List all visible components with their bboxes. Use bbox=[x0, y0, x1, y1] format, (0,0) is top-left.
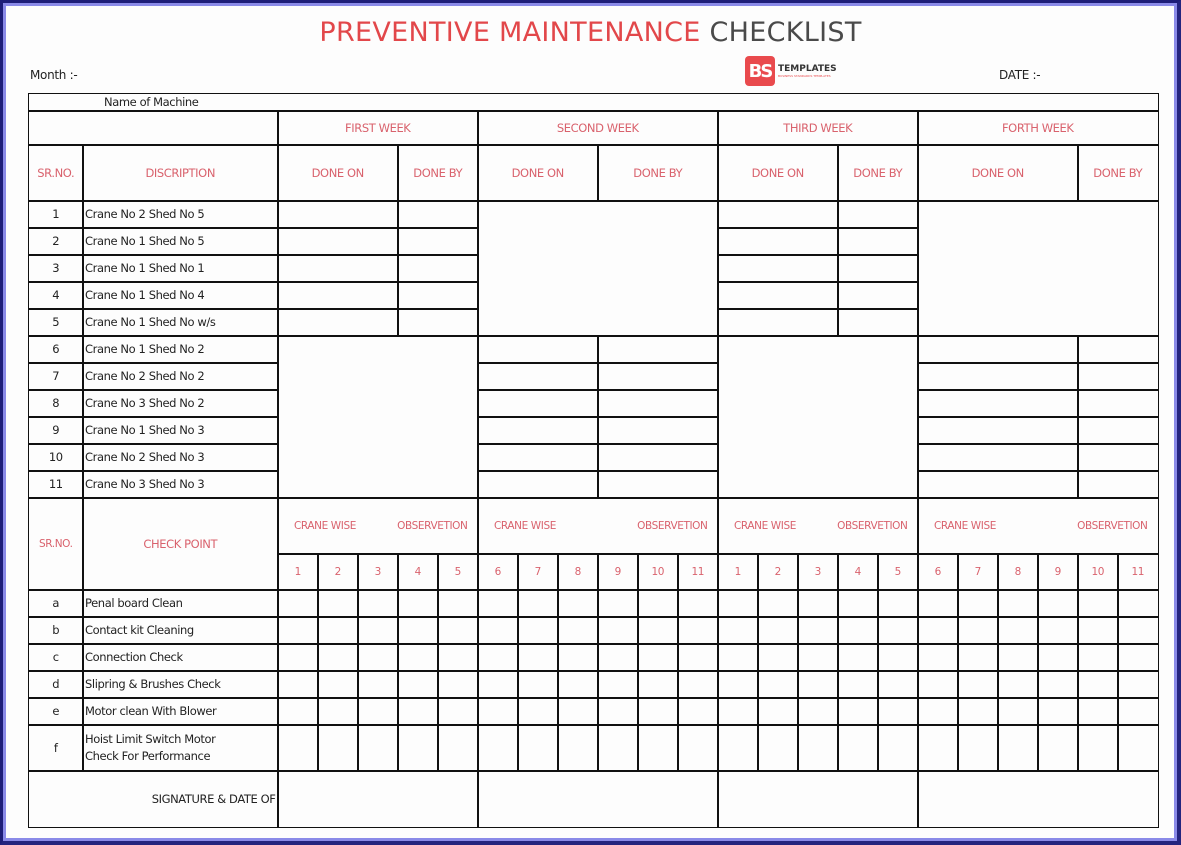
week1-done-on-input[interactable] bbox=[277, 227, 399, 256]
checkpoint-mark-input[interactable] bbox=[397, 616, 439, 645]
crane-number-header: 5 bbox=[877, 553, 919, 591]
crane-sr: 2 bbox=[28, 227, 84, 256]
col-header-done-by-week2: DONE BY bbox=[597, 144, 719, 202]
checkpoint-mark-input[interactable] bbox=[957, 589, 999, 618]
observation-label: OBSERVETION bbox=[1077, 519, 1148, 532]
week2-done-by-input[interactable] bbox=[597, 443, 719, 472]
checkpoint-mark-input[interactable] bbox=[877, 589, 919, 618]
crane-description: Crane No 2 Shed No 5 bbox=[82, 200, 279, 229]
checkpoint-mark-input[interactable] bbox=[677, 589, 719, 618]
crane-number-header: 5 bbox=[437, 553, 479, 591]
crane-number-header: 11 bbox=[677, 553, 719, 591]
checkpoint-mark-input[interactable] bbox=[1037, 724, 1079, 772]
crane-sr: 3 bbox=[28, 254, 84, 283]
checkpoint-mark-input[interactable] bbox=[597, 697, 639, 726]
week1-done-by-input[interactable] bbox=[397, 308, 479, 337]
checkpoint-mark-input[interactable] bbox=[357, 643, 399, 672]
checkpoint-mark-input[interactable] bbox=[717, 589, 759, 618]
crane-number-header: 10 bbox=[1077, 553, 1119, 591]
crane-number-header: 10 bbox=[637, 553, 679, 591]
crane-sr: 7 bbox=[28, 362, 84, 391]
week1-merged-blank bbox=[277, 335, 479, 499]
page-title bbox=[0, 17, 1181, 48]
checkpoint-label: Contact kit Cleaning bbox=[82, 616, 279, 645]
checkpoint-mark-input[interactable] bbox=[317, 616, 359, 645]
col-header-done-on-week2: DONE ON bbox=[477, 144, 599, 202]
checkpoint-mark-input[interactable] bbox=[1077, 643, 1119, 672]
checkpoint-mark-input[interactable] bbox=[797, 697, 839, 726]
week4-done-on-input[interactable] bbox=[917, 416, 1079, 445]
week-header-2: SECOND WEEK bbox=[477, 110, 719, 146]
week2-done-by-input[interactable] bbox=[597, 470, 719, 499]
checkpoint-mark-input[interactable] bbox=[437, 643, 479, 672]
week-header-3: THIRD WEEK bbox=[717, 110, 919, 146]
logo-tagline: BUSINESS STANDARDS TEMPLATES bbox=[778, 74, 831, 78]
checkpoint-sr: d bbox=[28, 670, 84, 699]
observation-label: OBSERVETION bbox=[397, 519, 468, 532]
week1-done-on-input[interactable] bbox=[277, 200, 399, 229]
checkpoint-mark-input[interactable] bbox=[797, 589, 839, 618]
checkpoint-mark-input[interactable] bbox=[637, 697, 679, 726]
checkpoint-mark-input[interactable] bbox=[1117, 589, 1159, 618]
crane-number-header: 4 bbox=[837, 553, 879, 591]
checkpoint-mark-input[interactable] bbox=[477, 643, 519, 672]
crane-description: Crane No 3 Shed No 3 bbox=[82, 470, 279, 499]
week3-done-by-input[interactable] bbox=[837, 227, 919, 256]
crane-description: Crane No 1 Shed No 4 bbox=[82, 281, 279, 310]
crane-number-header: 3 bbox=[357, 553, 399, 591]
checkpoint-mark-input[interactable] bbox=[957, 643, 999, 672]
crane-sr: 11 bbox=[28, 470, 84, 499]
logo bbox=[745, 55, 837, 87]
checkpoint-mark-input[interactable] bbox=[1117, 697, 1159, 726]
checkpoint-mark-input[interactable] bbox=[397, 670, 439, 699]
week-header-4: FORTH WEEK bbox=[917, 110, 1159, 146]
col-header-description: DISCRIPTION bbox=[82, 144, 279, 202]
checkpoint-mark-input[interactable] bbox=[597, 643, 639, 672]
title-red-part: PREVENTIVE MAINTENANCE bbox=[319, 17, 701, 48]
week1-done-on-input[interactable] bbox=[277, 308, 399, 337]
crane-sr: 5 bbox=[28, 308, 84, 337]
title-dark-part: CHECKLIST bbox=[709, 17, 862, 48]
checkpoint-sr: f bbox=[28, 724, 84, 772]
week-header-1: FIRST WEEK bbox=[277, 110, 479, 146]
checkpoint-header-sr: SR.NO. bbox=[28, 497, 84, 591]
checkpoint-mark-input[interactable] bbox=[1077, 670, 1119, 699]
checkpoint-mark-input[interactable] bbox=[437, 670, 479, 699]
checkpoint-label: Connection Check bbox=[82, 643, 279, 672]
checkpoint-mark-input[interactable] bbox=[677, 670, 719, 699]
checkpoint-mark-input[interactable] bbox=[317, 724, 359, 772]
checkpoint-mark-input[interactable] bbox=[1037, 643, 1079, 672]
checkpoint-mark-input[interactable] bbox=[277, 643, 319, 672]
checkpoint-mark-input[interactable] bbox=[557, 616, 599, 645]
checkpoint-mark-input[interactable] bbox=[757, 616, 799, 645]
checkpoint-mark-input[interactable] bbox=[757, 697, 799, 726]
checkpoint-mark-input[interactable] bbox=[1077, 697, 1119, 726]
crane-sr: 4 bbox=[28, 281, 84, 310]
month-label: Month :- bbox=[30, 68, 78, 82]
checkpoint-label: Motor clean With Blower bbox=[82, 697, 279, 726]
checkpoint-mark-input[interactable] bbox=[797, 616, 839, 645]
observation-label: OBSERVETION bbox=[637, 519, 708, 532]
checkpoint-mark-input[interactable] bbox=[837, 697, 879, 726]
checkpoint-mark-input[interactable] bbox=[557, 724, 599, 772]
checkpoint-mark-input[interactable] bbox=[997, 616, 1039, 645]
checkpoint-mark-input[interactable] bbox=[677, 697, 719, 726]
week4-done-by-input[interactable] bbox=[1077, 443, 1159, 472]
checkpoint-label: Slipring & Brushes Check bbox=[82, 670, 279, 699]
checkpoint-mark-input[interactable] bbox=[557, 643, 599, 672]
checkpoint-mark-input[interactable] bbox=[757, 643, 799, 672]
crane-number-header: 1 bbox=[717, 553, 759, 591]
crane-number-header: 9 bbox=[1037, 553, 1079, 591]
crane-description: Crane No 2 Shed No 3 bbox=[82, 443, 279, 472]
week4-done-by-input[interactable] bbox=[1077, 416, 1159, 445]
checkpoint-mark-input[interactable] bbox=[877, 643, 919, 672]
week4-done-on-input[interactable] bbox=[917, 443, 1079, 472]
checkpoint-mark-input[interactable] bbox=[477, 616, 519, 645]
checkpoint-label: Hoist Limit Switch Motor Check For Performance bbox=[82, 724, 279, 772]
week1-done-on-input[interactable] bbox=[277, 254, 399, 283]
checkpoint-mark-input[interactable] bbox=[917, 616, 959, 645]
week2-done-on-input[interactable] bbox=[477, 470, 599, 499]
week3-done-on-input[interactable] bbox=[717, 227, 839, 256]
checkpoint-mark-input[interactable] bbox=[997, 724, 1039, 772]
checkpoint-mark-input[interactable] bbox=[717, 697, 759, 726]
checkpoint-mark-input[interactable] bbox=[837, 643, 879, 672]
col-header-done-by-week1: DONE BY bbox=[397, 144, 479, 202]
week3-done-by-input[interactable] bbox=[837, 308, 919, 337]
crane-description: Crane No 1 Shed No 2 bbox=[82, 335, 279, 364]
crane-number-header: 4 bbox=[397, 553, 439, 591]
crane-number-header: 6 bbox=[917, 553, 959, 591]
week1-done-on-input[interactable] bbox=[277, 281, 399, 310]
checkpoint-mark-input[interactable] bbox=[277, 697, 319, 726]
week2-done-on-input[interactable] bbox=[477, 362, 599, 391]
checkpoint-mark-input[interactable] bbox=[317, 670, 359, 699]
checkpoint-mark-input[interactable] bbox=[317, 697, 359, 726]
checkpoint-mark-input[interactable] bbox=[957, 697, 999, 726]
crane-observation-header-3 bbox=[717, 497, 919, 555]
checkpoint-mark-input[interactable] bbox=[397, 724, 439, 772]
crane-sr: 1 bbox=[28, 200, 84, 229]
col-header-sr: SR.NO. bbox=[28, 144, 84, 202]
checkpoint-mark-input[interactable] bbox=[797, 670, 839, 699]
machine-name-label: Name of Machine bbox=[104, 95, 199, 110]
checkpoint-mark-input[interactable] bbox=[1037, 616, 1079, 645]
crane-description: Crane No 1 Shed No 1 bbox=[82, 254, 279, 283]
checkpoint-mark-input[interactable] bbox=[917, 670, 959, 699]
checkpoint-mark-input[interactable] bbox=[837, 670, 879, 699]
week2-done-on-input[interactable] bbox=[477, 389, 599, 418]
checkpoint-mark-input[interactable] bbox=[717, 616, 759, 645]
checkpoint-mark-input[interactable] bbox=[717, 643, 759, 672]
checkpoint-mark-input[interactable] bbox=[397, 589, 439, 618]
col-header-done-by-week3: DONE BY bbox=[837, 144, 919, 202]
col-header-done-on-week4: DONE ON bbox=[917, 144, 1079, 202]
checkpoint-mark-input[interactable] bbox=[477, 670, 519, 699]
checkpoint-mark-input[interactable] bbox=[397, 643, 439, 672]
crane-number-header: 2 bbox=[317, 553, 359, 591]
week2-done-on-input[interactable] bbox=[477, 416, 599, 445]
week3-done-by-input[interactable] bbox=[837, 254, 919, 283]
week4-done-by-input[interactable] bbox=[1077, 389, 1159, 418]
crane-sr: 8 bbox=[28, 389, 84, 418]
checkpoint-mark-input[interactable] bbox=[277, 670, 319, 699]
checkpoint-mark-input[interactable] bbox=[437, 724, 479, 772]
checkpoint-mark-input[interactable] bbox=[357, 616, 399, 645]
checkpoint-mark-input[interactable] bbox=[1117, 616, 1159, 645]
week4-done-on-input[interactable] bbox=[917, 389, 1079, 418]
checkpoint-mark-input[interactable] bbox=[277, 724, 319, 772]
crane-number-header: 6 bbox=[477, 553, 519, 591]
signature-week3-input[interactable] bbox=[717, 770, 919, 828]
checkpoint-mark-input[interactable] bbox=[557, 697, 599, 726]
crane-observation-header-1 bbox=[277, 497, 479, 555]
checkpoint-mark-input[interactable] bbox=[397, 697, 439, 726]
week1-done-by-input[interactable] bbox=[397, 254, 479, 283]
observation-label: OBSERVETION bbox=[837, 519, 908, 532]
checkpoint-mark-input[interactable] bbox=[997, 589, 1039, 618]
checkpoint-label: Penal board Clean bbox=[82, 589, 279, 618]
checkpoint-mark-input[interactable] bbox=[757, 670, 799, 699]
checkpoint-sr: a bbox=[28, 589, 84, 618]
crane-number-header: 7 bbox=[517, 553, 559, 591]
checkpoint-mark-input[interactable] bbox=[517, 643, 559, 672]
checkpoint-mark-input[interactable] bbox=[877, 697, 919, 726]
crane-wise-label: CRANE WISE bbox=[494, 519, 556, 532]
checkpoint-mark-input[interactable] bbox=[877, 616, 919, 645]
week3-done-on-input[interactable] bbox=[717, 308, 839, 337]
checkpoint-mark-input[interactable] bbox=[1037, 589, 1079, 618]
checkpoint-header-label: CHECK POINT bbox=[82, 497, 279, 591]
checkpoint-mark-input[interactable] bbox=[517, 724, 559, 772]
week3-merged-blank bbox=[717, 335, 919, 499]
checkpoint-mark-input[interactable] bbox=[317, 589, 359, 618]
checkpoint-mark-input[interactable] bbox=[1077, 616, 1119, 645]
week2-done-by-input[interactable] bbox=[597, 362, 719, 391]
checkpoint-mark-input[interactable] bbox=[357, 589, 399, 618]
checkpoint-mark-input[interactable] bbox=[677, 724, 719, 772]
checkpoint-mark-input[interactable] bbox=[1037, 697, 1079, 726]
week1-done-by-input[interactable] bbox=[397, 281, 479, 310]
checkpoint-mark-input[interactable] bbox=[437, 697, 479, 726]
checkpoint-mark-input[interactable] bbox=[877, 670, 919, 699]
checkpoint-mark-input[interactable] bbox=[317, 643, 359, 672]
checkpoint-mark-input[interactable] bbox=[357, 724, 399, 772]
crane-wise-label: CRANE WISE bbox=[294, 519, 356, 532]
date-label: DATE :- bbox=[999, 68, 1041, 82]
crane-number-header: 11 bbox=[1117, 553, 1159, 591]
machine-name-row[interactable] bbox=[28, 93, 1159, 112]
checkpoint-mark-input[interactable] bbox=[477, 697, 519, 726]
crane-description: Crane No 1 Shed No w/s bbox=[82, 308, 279, 337]
week4-merged-blank bbox=[917, 200, 1159, 337]
week3-done-by-input[interactable] bbox=[837, 281, 919, 310]
week4-done-by-input[interactable] bbox=[1077, 335, 1159, 364]
checkpoint-mark-input[interactable] bbox=[477, 724, 519, 772]
checkpoint-mark-input[interactable] bbox=[557, 589, 599, 618]
checkpoint-mark-input[interactable] bbox=[517, 589, 559, 618]
crane-description: Crane No 3 Shed No 2 bbox=[82, 389, 279, 418]
checkpoint-mark-input[interactable] bbox=[797, 724, 839, 772]
crane-wise-label: CRANE WISE bbox=[734, 519, 796, 532]
crane-description: Crane No 1 Shed No 3 bbox=[82, 416, 279, 445]
crane-description: Crane No 2 Shed No 2 bbox=[82, 362, 279, 391]
week2-done-on-input[interactable] bbox=[477, 443, 599, 472]
checkpoint-mark-input[interactable] bbox=[637, 589, 679, 618]
week3-done-on-input[interactable] bbox=[717, 281, 839, 310]
checkpoint-mark-input[interactable] bbox=[517, 616, 559, 645]
checkpoint-mark-input[interactable] bbox=[957, 724, 999, 772]
week4-done-by-input[interactable] bbox=[1077, 362, 1159, 391]
week1-done-by-input[interactable] bbox=[397, 200, 479, 229]
checkpoint-mark-input[interactable] bbox=[557, 670, 599, 699]
checkpoint-mark-input[interactable] bbox=[1117, 670, 1159, 699]
checkpoint-mark-input[interactable] bbox=[277, 589, 319, 618]
week4-done-by-input[interactable] bbox=[1077, 470, 1159, 499]
checkpoint-mark-input[interactable] bbox=[717, 724, 759, 772]
checkpoint-mark-input[interactable] bbox=[1117, 724, 1159, 772]
crane-observation-header-2 bbox=[477, 497, 719, 555]
crane-sr: 6 bbox=[28, 335, 84, 364]
week3-done-on-input[interactable] bbox=[717, 254, 839, 283]
blank-header-cell bbox=[28, 110, 279, 146]
checkpoint-mark-input[interactable] bbox=[997, 697, 1039, 726]
week4-done-on-input[interactable] bbox=[917, 335, 1079, 364]
crane-number-header: 8 bbox=[557, 553, 599, 591]
crane-number-header: 8 bbox=[997, 553, 1039, 591]
crane-wise-label: CRANE WISE bbox=[934, 519, 996, 532]
checkpoint-mark-input[interactable] bbox=[477, 589, 519, 618]
col-header-done-on-week1: DONE ON bbox=[277, 144, 399, 202]
col-header-done-on-week3: DONE ON bbox=[717, 144, 839, 202]
checkpoint-mark-input[interactable] bbox=[997, 643, 1039, 672]
checkpoint-mark-input[interactable] bbox=[637, 643, 679, 672]
week4-done-on-input[interactable] bbox=[917, 362, 1079, 391]
week2-done-on-input[interactable] bbox=[477, 335, 599, 364]
checkpoint-mark-input[interactable] bbox=[997, 670, 1039, 699]
crane-number-header: 2 bbox=[757, 553, 799, 591]
checkpoint-mark-input[interactable] bbox=[917, 724, 959, 772]
logo-mark-icon: BS bbox=[745, 56, 775, 86]
checkpoint-mark-input[interactable] bbox=[357, 670, 399, 699]
checkpoint-mark-input[interactable] bbox=[837, 616, 879, 645]
checkpoint-mark-input[interactable] bbox=[637, 616, 679, 645]
checkpoint-mark-input[interactable] bbox=[517, 670, 559, 699]
checkpoint-mark-input[interactable] bbox=[957, 616, 999, 645]
crane-sr: 10 bbox=[28, 443, 84, 472]
logo-name: TEMPLATES bbox=[778, 64, 837, 74]
checkpoint-mark-input[interactable] bbox=[597, 670, 639, 699]
week3-done-on-input[interactable] bbox=[717, 200, 839, 229]
checkpoint-sr: b bbox=[28, 616, 84, 645]
checkpoint-mark-input[interactable] bbox=[677, 616, 719, 645]
checkpoint-mark-input[interactable] bbox=[1077, 589, 1119, 618]
checkpoint-mark-input[interactable] bbox=[637, 670, 679, 699]
checkpoint-mark-input[interactable] bbox=[757, 589, 799, 618]
week2-done-by-input[interactable] bbox=[597, 335, 719, 364]
week4-done-on-input[interactable] bbox=[917, 470, 1079, 499]
crane-number-header: 9 bbox=[597, 553, 639, 591]
week2-done-by-input[interactable] bbox=[597, 416, 719, 445]
week3-done-by-input[interactable] bbox=[837, 200, 919, 229]
crane-number-header: 7 bbox=[957, 553, 999, 591]
week1-done-by-input[interactable] bbox=[397, 227, 479, 256]
checkpoint-mark-input[interactable] bbox=[357, 697, 399, 726]
checkpoint-mark-input[interactable] bbox=[837, 589, 879, 618]
crane-description: Crane No 1 Shed No 5 bbox=[82, 227, 279, 256]
signature-label: SIGNATURE & DATE OF bbox=[28, 770, 279, 828]
checkpoint-sr: c bbox=[28, 643, 84, 672]
checkpoint-mark-input[interactable] bbox=[717, 670, 759, 699]
checkpoint-mark-input[interactable] bbox=[917, 589, 959, 618]
crane-number-header: 1 bbox=[277, 553, 319, 591]
checkpoint-mark-input[interactable] bbox=[757, 724, 799, 772]
checkpoint-mark-input[interactable] bbox=[917, 643, 959, 672]
crane-number-header: 3 bbox=[797, 553, 839, 591]
signature-week4-input[interactable] bbox=[917, 770, 1159, 828]
checkpoint-mark-input[interactable] bbox=[437, 589, 479, 618]
week2-done-by-input[interactable] bbox=[597, 389, 719, 418]
checkpoint-sr: e bbox=[28, 697, 84, 726]
week2-merged-blank bbox=[477, 200, 719, 337]
checkpoint-mark-input[interactable] bbox=[837, 724, 879, 772]
checkpoint-mark-input[interactable] bbox=[957, 670, 999, 699]
checkpoint-mark-input[interactable] bbox=[597, 724, 639, 772]
checkpoint-mark-input[interactable] bbox=[637, 724, 679, 772]
checkpoint-mark-input[interactable] bbox=[1117, 643, 1159, 672]
checkpoint-mark-input[interactable] bbox=[597, 616, 639, 645]
crane-sr: 9 bbox=[28, 416, 84, 445]
checkpoint-mark-input[interactable] bbox=[877, 724, 919, 772]
crane-observation-header-4 bbox=[917, 497, 1159, 555]
checkpoint-mark-input[interactable] bbox=[917, 697, 959, 726]
checkpoint-mark-input[interactable] bbox=[437, 616, 479, 645]
signature-week1-input[interactable] bbox=[277, 770, 479, 828]
checkpoint-mark-input[interactable] bbox=[677, 643, 719, 672]
checkpoint-mark-input[interactable] bbox=[597, 589, 639, 618]
checkpoint-mark-input[interactable] bbox=[1037, 670, 1079, 699]
checkpoint-mark-input[interactable] bbox=[1077, 724, 1119, 772]
checkpoint-mark-input[interactable] bbox=[277, 616, 319, 645]
checkpoint-mark-input[interactable] bbox=[797, 643, 839, 672]
checkpoint-mark-input[interactable] bbox=[517, 697, 559, 726]
col-header-done-by-week4: DONE BY bbox=[1077, 144, 1159, 202]
signature-week2-input[interactable] bbox=[477, 770, 719, 828]
